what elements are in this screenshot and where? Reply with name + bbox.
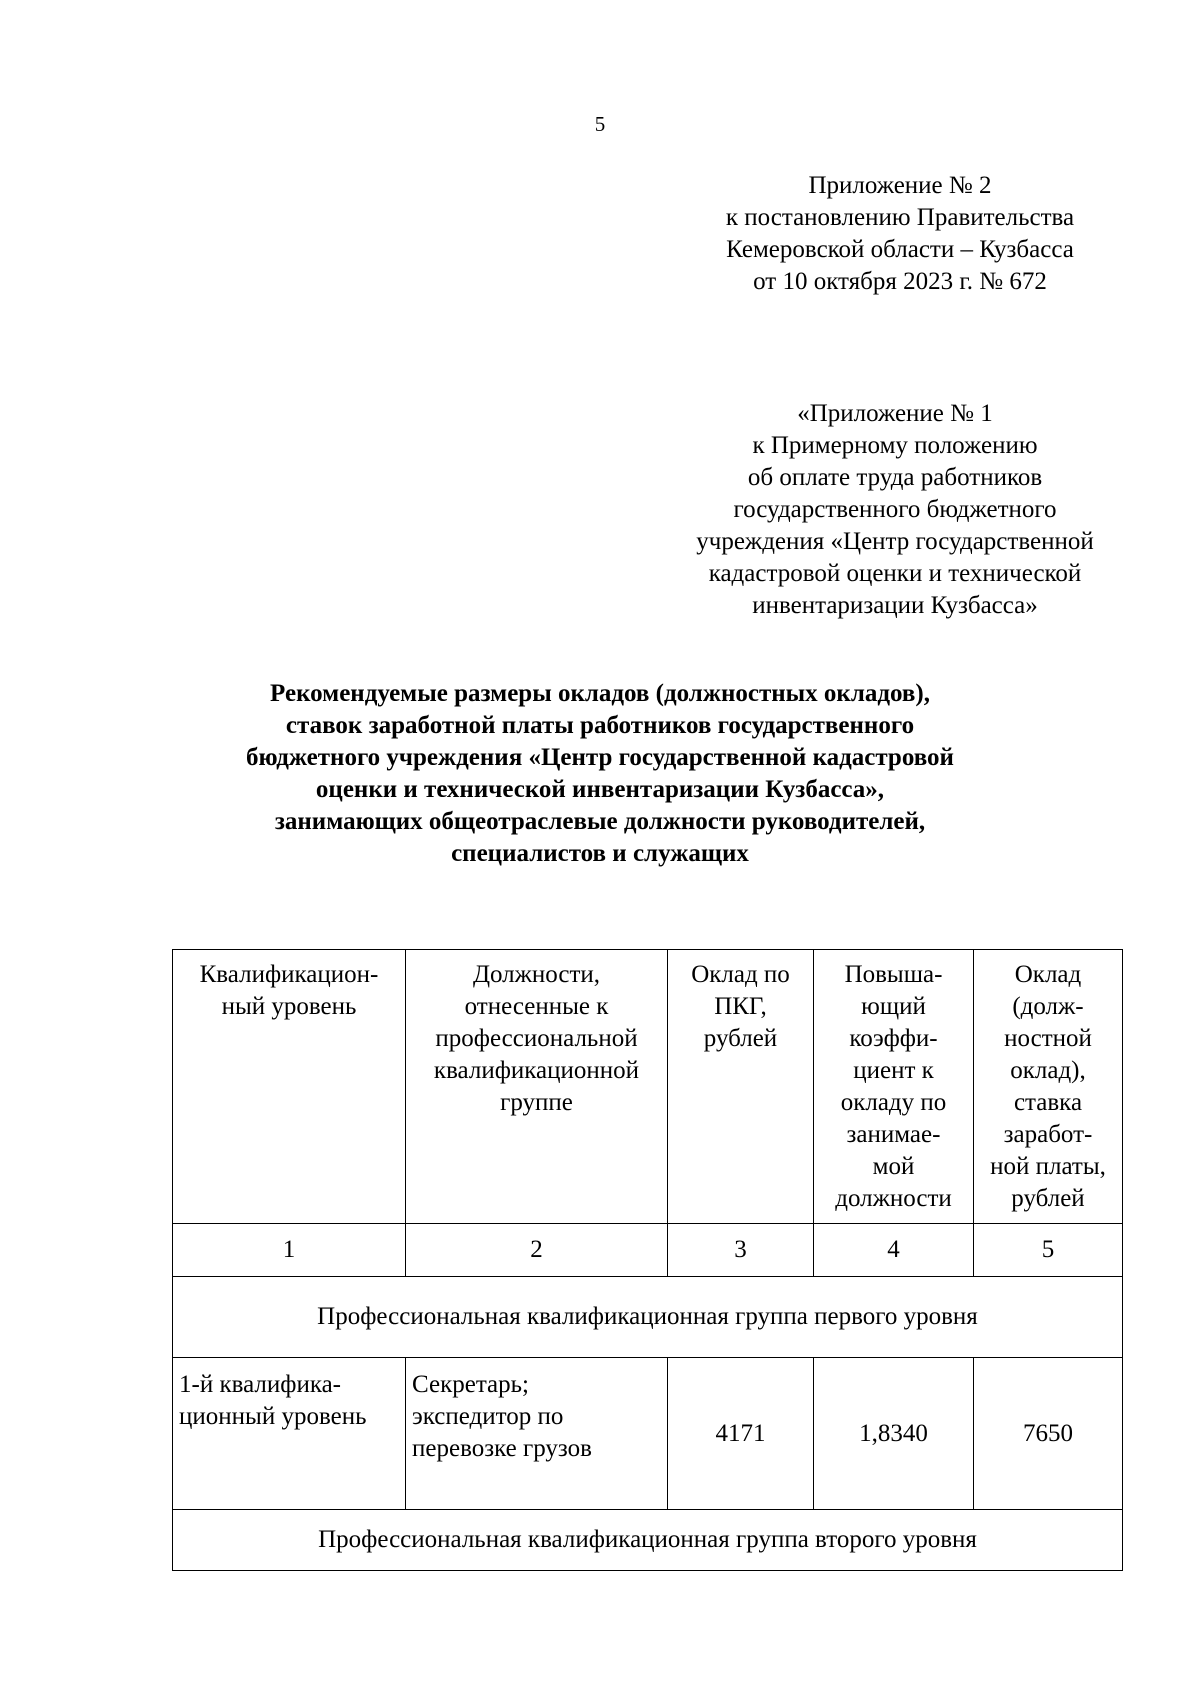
group-heading-second-level: Профессиональная квалификационная группа второго уровня: [173, 1510, 1123, 1571]
cell-coefficient: 1,8340: [814, 1358, 974, 1510]
appendix-1-line: к Примерному положению: [752, 432, 1038, 459]
header-coefficient: Повыша- ющий коэффи- циент к окладу по занимае- мой должности: [814, 950, 974, 1224]
appendix-1-line: инвентаризации Кузбасса»: [752, 592, 1038, 619]
header-qualification-level: Квалификацион- ный уровень: [173, 950, 406, 1224]
cell-salary-pkg: 4171: [668, 1358, 814, 1510]
table-row: [173, 1358, 1123, 1510]
appendix-2-line: Кемеровской области – Кузбасса: [726, 236, 1074, 263]
title-line: занимающих общеотраслевые должности руководителей,: [274, 808, 926, 835]
column-number: 1: [173, 1224, 406, 1277]
title-line: специалистов и служащих: [451, 840, 749, 867]
appendix-1-line: об оплате труда работников: [747, 464, 1043, 491]
cell-salary: 7650: [974, 1358, 1123, 1510]
group-row: [173, 1277, 1123, 1358]
appendix-1-line: учреждения «Центр государственной: [696, 528, 1094, 555]
title-line: ставок заработной платы работников государственного: [285, 712, 915, 739]
header-salary: Оклад (долж- ностной оклад), ставка заработ- ной платы, рублей: [974, 950, 1123, 1224]
column-number: 3: [668, 1224, 814, 1277]
appendix-2-line: Приложение № 2: [808, 172, 992, 199]
column-number: 5: [974, 1224, 1123, 1277]
header-salary-pkg: Оклад по ПКГ, рублей: [668, 950, 814, 1224]
appendix-2-line: к постановлению Правительства: [725, 204, 1075, 231]
appendix-1-header: [650, 398, 1140, 622]
salary-table: [172, 949, 1123, 1571]
group-row: [173, 1510, 1123, 1571]
appendix-1-line: «Приложение № 1: [797, 400, 993, 427]
page-number: 5: [594, 112, 606, 136]
cell-qualification-level: 1-й квалифика- ционный уровень: [173, 1358, 406, 1510]
title-line: оценки и технической инвентаризации Кузбасса»,: [315, 776, 885, 803]
group-heading-first-level: Профессиональная квалификационная группа первого уровня: [173, 1277, 1123, 1358]
title-line: Рекомендуемые размеры окладов (должностных окладов),: [270, 680, 930, 707]
document-title: [120, 678, 1080, 870]
cell-positions: Секретарь; экспедитор по перевозке грузов: [406, 1358, 668, 1510]
title-line: бюджетного учреждения «Центр государственной кадастровой: [246, 744, 954, 771]
table-header-row: [173, 950, 1123, 1224]
appendix-2-header: [690, 170, 1110, 298]
header-positions: Должности, отнесенные к профессиональной квалификационной группе: [406, 950, 668, 1224]
appendix-2-line: от 10 октября 2023 г. № 672: [753, 268, 1047, 295]
column-number: 4: [814, 1224, 974, 1277]
column-number: 2: [406, 1224, 668, 1277]
appendix-1-line: государственного бюджетного: [733, 496, 1057, 523]
column-number-row: [173, 1224, 1123, 1277]
appendix-1-line: кадастровой оценки и технической: [708, 560, 1082, 587]
